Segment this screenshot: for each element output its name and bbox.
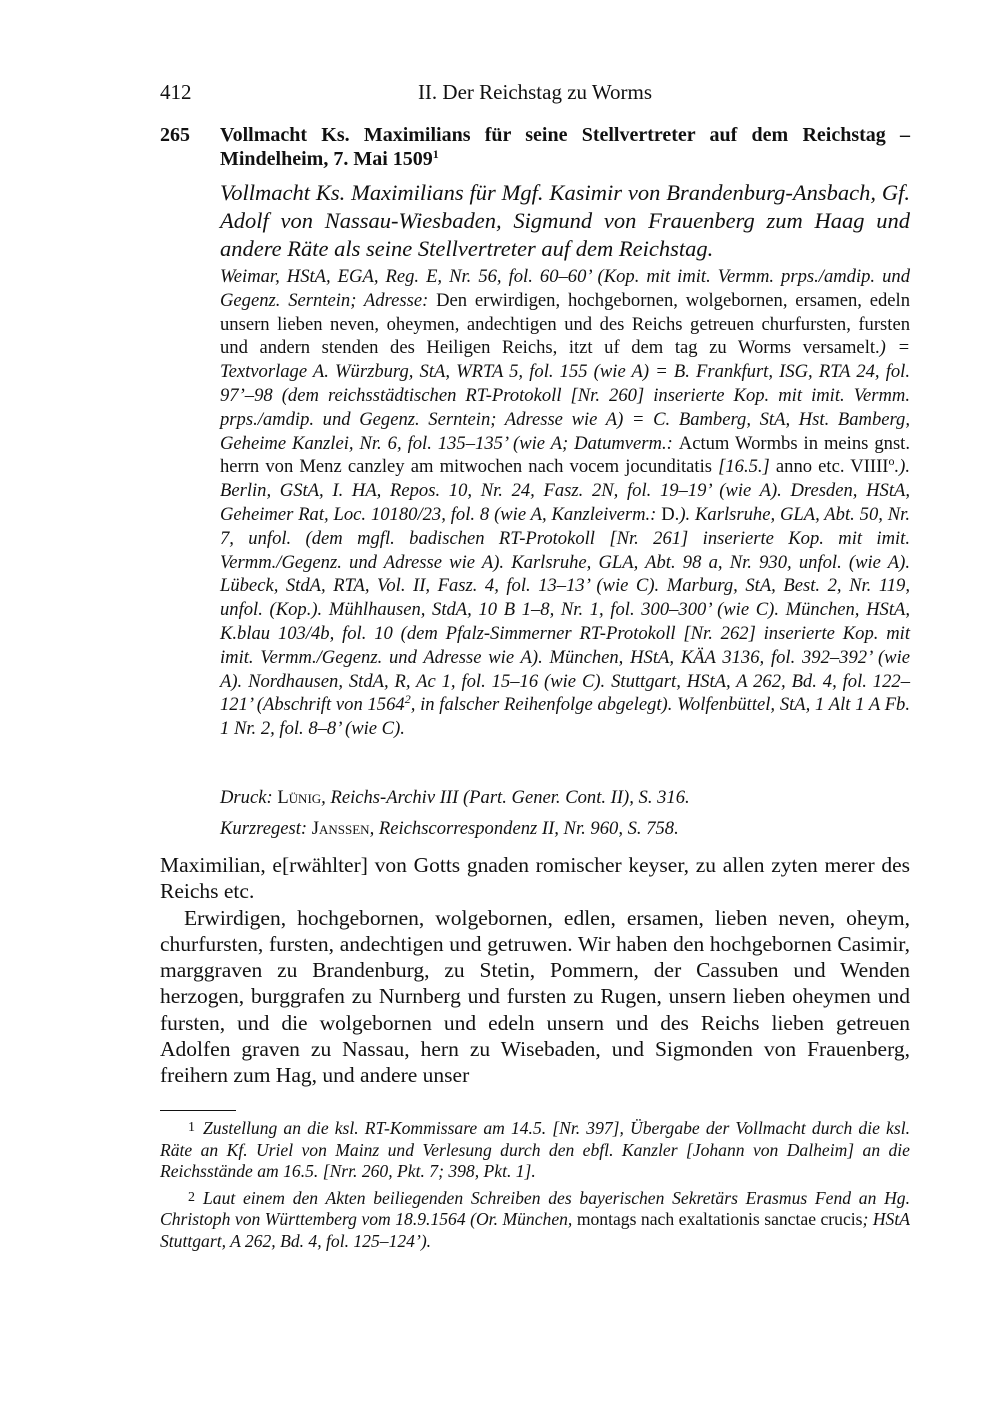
document-number: 265 (160, 124, 190, 146)
document-page (160, 0, 910, 1418)
document-body (160, 852, 910, 1089)
regest-label: Kurzregest: (220, 818, 312, 839)
body-paragraph: Erwirdigen, hochgebornen, wolgebornen, edlen, ersamen, lieben neven, oheym, churfursten, fursten, andechtigen und getruwen. Wir haben den hochgebornen Casimir, marggraven zu Brandenburg, zu Stetin, Pommern, der Cassuben und Wenden herzogen, burggrafen zu Nurnberg und fursten zu Rugen, unsern lieben oheymen und fursten, und die wolgebornen und edeln unsern und des Reichs lieben getreuen Adolfen graven zu Nassau, hern zu Wisebaden, und Sigmonden von Frauenberg, freihern zum Hag, und andere unser (160, 905, 910, 1088)
source-quote: Den erwirdigen, hochgebornen, wolgebornen, ersamen, edeln unsern lieben neven, oheymen, andechtigen und des Reichs getreuen churfursten, fursten und andern stenden des Heiligen Reichs, itzt uf dem tag zu Worms versamelt. (220, 289, 910, 359)
regest-author: Janssen (311, 818, 370, 839)
print-label: Druck: (220, 787, 278, 808)
document-summary: Vollmacht Ks. Maximilians für Mgf. Kasimir von Brandenburg-Ansbach, Gf. Adolf von Nassau-Wiesbaden, Sigmund von Frauenberg zum Haag und andere Räte als seine Stellvertreter auf dem Reichstag. (220, 180, 910, 261)
print-rest: , Reichs-Archiv III (Part. Gener. Cont. II), S. 316. (321, 787, 690, 808)
source-text: , in falscher Reihenfolge abgelegt). Wolfenbüttel, StA, 1 Alt 1 A Fb. 1 Nr. 2, fol. 8–8’ (wie C). (220, 694, 911, 740)
source-quote: anno etc. VIIII (769, 456, 889, 478)
footnote-mark: 1 (188, 1120, 195, 1135)
source-quote: Actum Wormbs in meins gnst. herrn von Menz canzley am mitwochen nach vocem jocunditatis (220, 432, 910, 478)
footnote-text: ; HStA Stuttgart, A 262, Bd. 4, fol. 125–124’). (160, 1209, 910, 1251)
footnote-quote: montags nach exaltationis sanctae crucis (576, 1209, 863, 1229)
source-superscript: o (888, 454, 895, 469)
print-reference (220, 786, 910, 810)
footnote (160, 1187, 910, 1253)
source-text: ) = Textvorlage A. Würzburg, StA, WRTA 5, fol. 155 (wie A) = B. Frankfurt, ISG, RTA 24, fol. 97’–98 (dem reichsstädtischen RT-Protokoll [Nr. 260] inserierte Kop. mit imit. Vermm. prps./amdip. und Gegenz. Serntein; Adresse wie A) = C. Bamberg, StA, Hst. Bamberg, Geheime Kanzlei, Nr. 6, fol. 135–135’ (wie A; Datumverm.: (220, 337, 910, 454)
page-header (160, 80, 910, 108)
document-title (220, 123, 910, 171)
regest-rest: , Reichscorrespondenz II, Nr. 960, S. 758. (369, 818, 679, 839)
source-apparatus (220, 265, 910, 741)
body-paragraph: Maximilian, e[rwählter] von Gotts gnaden romischer keyser, zu allen zyten merer des Reichs etc. (160, 853, 910, 904)
footnote-text: Laut einem den Akten beiliegenden Schreiben des bayerischen Sekretärs Erasmus Fend an Hg. Christoph von Württemberg vom 18.9.1564 (Or. München, (160, 1187, 910, 1229)
source-text: ). Karlsruhe, GLA, Abt. 50, Nr. 7, unfol. (dem mgfl. badischen RT-Protokoll [Nr. 261] inserierte Kop. mit imit. Vermm./Gegenz. und Adresse wie A). Karlsruhe, GLA, Abt. 98 a, Nr. 930, unfol. (wie A). Lübeck, StdA, RTA, Vol. II, Fasz. 4, fol. 13–13’ (wie C). Marburg, StA, Best. 2, Nr. 119, unfol. (Kop.). Mühlhausen, StdA, 10 B 1–8, Nr. 1, fol. 300–300’ (wie C). München, HStA, K.blau 103/4b, fol. 10 (dem Pfalz-Simmerner RT-Protokoll [Nr. 262] inserierte Kop. mit imit. Vermm./Gegenz. und Adresse wie A). München, HStA, KÄA 3136, fol. 392–392’ (wie A). Nordhausen, StdA, R, Ac 1, fol. 15–16 (wie C). Stuttgart, HStA, A 262, Bd. 4, fol. 122–121’ (Abschrift von 1564 (220, 503, 910, 716)
footnotes (160, 1117, 910, 1256)
footnote-mark: 2 (188, 1189, 195, 1205)
footnote-reference: 1 (432, 147, 439, 161)
source-quote: D. (661, 503, 680, 525)
document-title-text: Vollmacht Ks. Maximilians für seine Stellvertreter auf dem Reichstag – Mindelheim, 7. Mai 1509 (220, 124, 910, 170)
running-title: II. Der Reichstag zu Worms (417, 80, 653, 104)
source-text: [16.5.] (718, 456, 770, 478)
regest-reference (220, 817, 910, 841)
footnote-text: Zustellung an die ksl. RT-Kommissare am 14.5. [Nr. 397], Übergabe der Vollmacht durch die ksl. Räte an Kf. Uriel von Mainz und Verlesung durch den ebfl. Kanzler [Johann von Dalheim] an die Reichsstände am 16.5. [Nrr. 260, Pkt. 7; 398, Pkt. 1]. (160, 1118, 910, 1181)
footnote (160, 1117, 910, 1183)
source-text: Weimar, HStA, EGA, Reg. E, Nr. 56, fol. 60–60’ (Kop. mit imit. Vermm. prps./amdip. und Gegenz. Serntein; Adresse: (220, 266, 910, 311)
footnote-divider (160, 1110, 236, 1111)
source-superscript: 2 (404, 692, 411, 707)
source-text: .). Berlin, GStA, I. HA, Repos. 10, Nr. 24, Fasz. 2N, fol. 19–19’ (wie A). Dresden, HStA, Geheimer Rat, Loc. 10180/23, fol. 8 (wie A, Kanzleiverm.: (220, 456, 910, 525)
print-author: Lünig (277, 787, 322, 808)
page-number: 412 (160, 80, 192, 104)
